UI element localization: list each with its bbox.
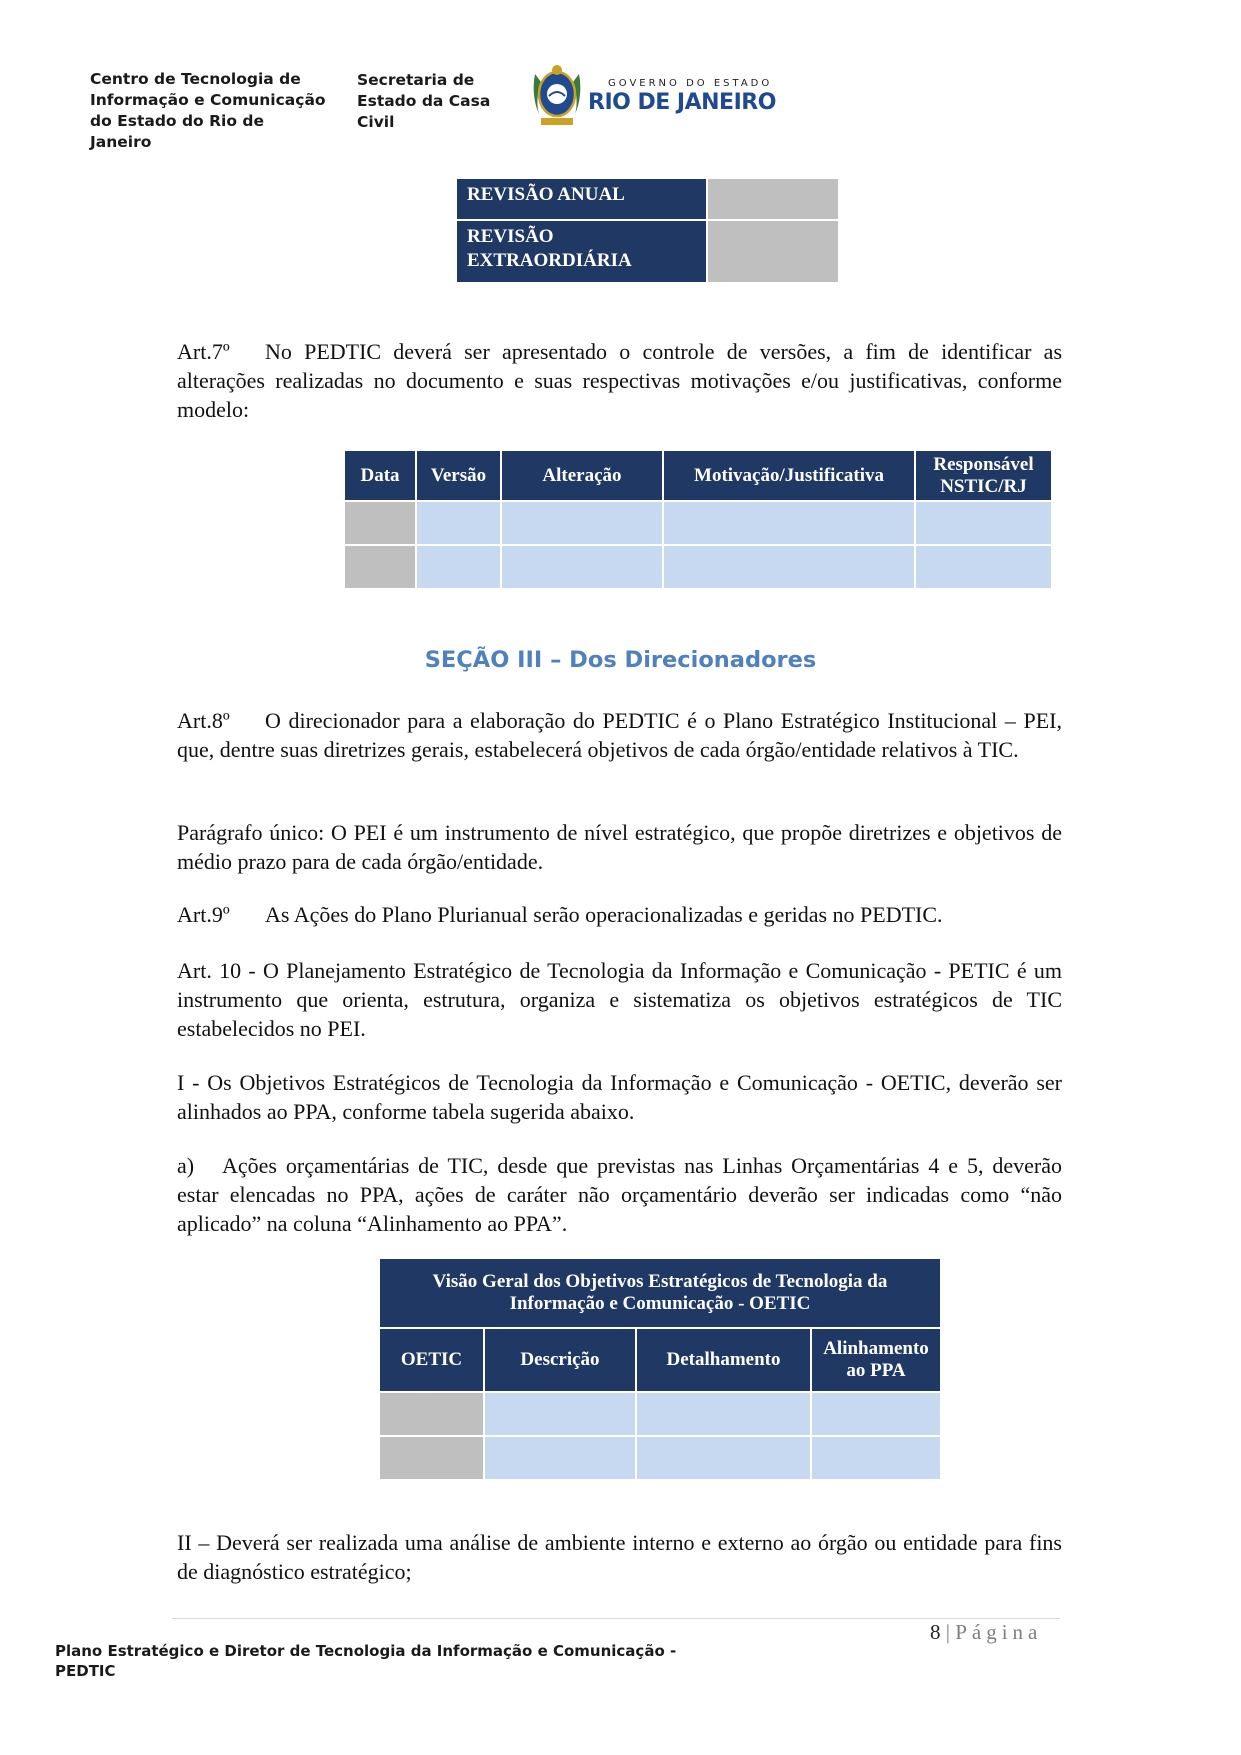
item-ii: II – Deverá ser realizada uma análise de ambiente interno e externo ao órgão ou entidade para fins de diagnóstico estratégico; <box>177 1530 1062 1584</box>
header-org-casa-civil: Secretaria de Estado da Casa Civil <box>357 71 491 131</box>
article-8 <box>177 706 1062 764</box>
article-8-text: O direcionador para a elaboração do PEDTIC é o Plano Estratégico Institucional – PEI, que, dentre suas diretrizes gerais, estabelecerá objetivos de cada órgão/entidade relativos à TIC. <box>177 708 1062 762</box>
paragrafo-unico: Parágrafo único: O PEI é um instrumento de nível estratégico, que propõe diretrizes e objetivos de médio prazo para de cada órgão/entidade. <box>177 820 1062 874</box>
header-versao: Versão <box>416 450 501 501</box>
footer-document-title: Plano Estratégico e Diretor de Tecnologia da Informação e Comunicação - PEDTIC <box>55 1642 677 1680</box>
article-9-text: As Ações do Plano Plurianual serão operacionalizadas e geridas no PEDTIC. <box>265 902 943 927</box>
revision-extraordinary-label: REVISÃO EXTRAORDIÁRIA <box>456 220 707 283</box>
government-logo <box>527 60 807 132</box>
header-responsavel: Responsável NSTIC/RJ <box>915 450 1052 501</box>
header-alteracao: Alteração <box>501 450 663 501</box>
article-7-text: No PEDTIC deverá ser apresentado o controle de versões, a fim de identificar as alterações realizadas no documento e suas respectivas motivações e/ou justificativas, conforme modelo: <box>177 339 1062 422</box>
article-10: Art. 10 - O Planejamento Estratégico de Tecnologia da Informação e Comunicação - PETIC é um instrumento que orienta, estrutura, organiza e sistematiza os objetivos estratégicos de TIC estabelecidos no PEI. <box>177 958 1062 1041</box>
revision-extraordinary-value <box>707 220 839 283</box>
coat-of-arms-icon <box>527 60 587 132</box>
header-org-ctic: Centro de Tecnologia de Informação e Comunicação do Estado do Rio de Janeiro <box>90 70 326 151</box>
item-a-label: a) <box>177 1153 195 1178</box>
article-9-label: Art.9º <box>177 902 230 927</box>
revision-annual-label: REVISÃO ANUAL <box>456 178 707 220</box>
oetic-table-title: Visão Geral dos Objetivos Estratégicos de Tecnologia da Informação e Comunicação - OETIC <box>379 1258 941 1328</box>
header-data: Data <box>344 450 416 501</box>
item-a-text: Ações orçamentárias de TIC, desde que previstas nas Linhas Orçamentárias 4 e 5, deverão estar elencadas no PPA, ações de caráter não orçamentário deverão ser indicadas como “não aplicado” na coluna “Alinhamento ao PPA”. <box>177 1153 1062 1236</box>
version-control-table <box>343 449 1053 590</box>
header-alinhamento: Alinhamento ao PPA <box>811 1328 941 1392</box>
footer-divider <box>172 1618 1060 1619</box>
table-row <box>344 501 1052 545</box>
header-oetic: OETIC <box>379 1328 484 1392</box>
header-descricao: Descrição <box>484 1328 636 1392</box>
table-row <box>344 545 1052 589</box>
section-title: SEÇÃO III – Dos Direcionadores <box>424 647 817 673</box>
article-7-label: Art.7º <box>177 339 230 364</box>
header-detalhamento: Detalhamento <box>636 1328 811 1392</box>
oetic-overview-table <box>378 1257 942 1481</box>
logo-text-governo: GOVERNO DO ESTADO <box>608 78 773 89</box>
page-number: 8 | Página <box>930 1620 1043 1644</box>
table-row <box>379 1392 941 1436</box>
revision-annual-value <box>707 178 839 220</box>
table-row <box>379 1436 941 1480</box>
article-8-label: Art.8º <box>177 708 230 733</box>
logo-text-rio-de-janeiro: RIO DE JANEIRO <box>588 90 776 115</box>
item-i: I - Os Objetivos Estratégicos de Tecnologia da Informação e Comunicação - OETIC, deverão ser alinhados ao PPA, conforme tabela sugerida abaixo. <box>177 1070 1062 1124</box>
article-7 <box>177 337 1062 424</box>
article-9 <box>177 900 1062 929</box>
item-a <box>177 1151 1062 1238</box>
revision-table <box>455 177 840 284</box>
header-motivacao: Motivação/Justificativa <box>663 450 915 501</box>
